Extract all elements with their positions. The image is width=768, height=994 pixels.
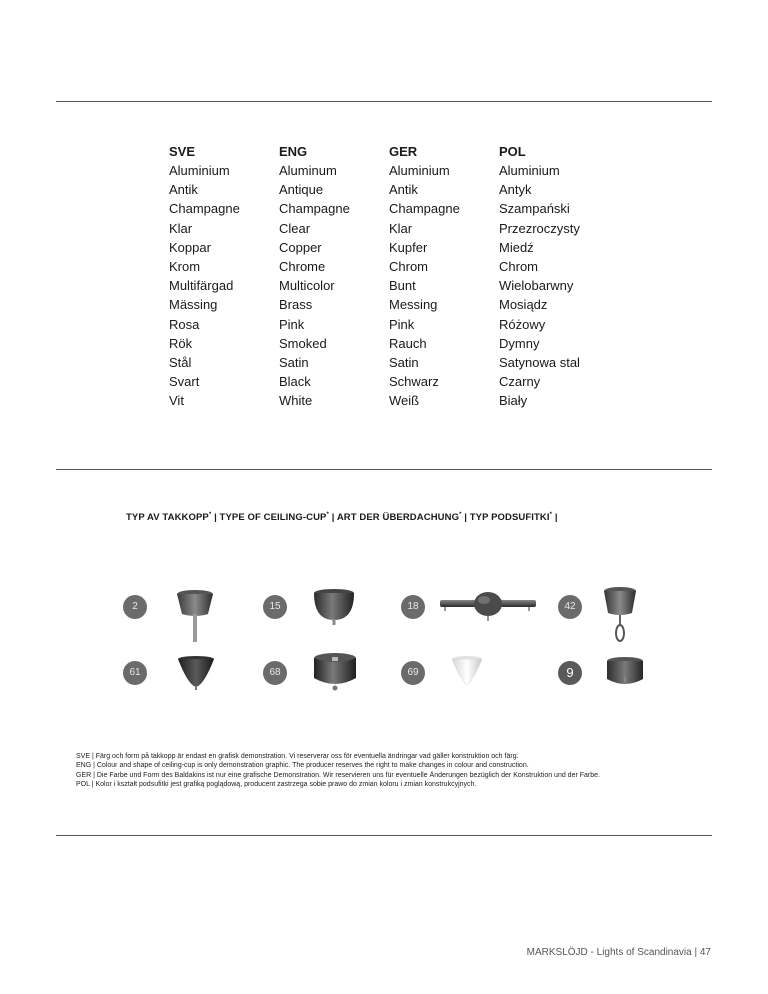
heading-pol: | TYP PODSUFITKI	[464, 512, 550, 524]
note-pol: POL | Kolor i kształt podsufitki jest grafiką poglądową, producent zastrzega sobie prawo do zmian koloru i zmian konstrukcyjnych.	[76, 780, 477, 788]
cup-number-badge: 68	[263, 661, 287, 685]
color-name: Clear	[279, 220, 311, 236]
color-name: Antik	[389, 182, 418, 198]
color-name: Różowy	[499, 316, 546, 332]
cup-number-badge: 15	[263, 595, 287, 619]
ceiling-cup-bar-icon	[440, 590, 536, 624]
cup-number-badge: 18	[401, 595, 425, 619]
asterisk: *	[549, 512, 553, 518]
color-name: Miedź	[499, 239, 534, 255]
column-header: SVE	[169, 144, 196, 159]
ceiling-cup-white-cone-icon	[450, 655, 484, 689]
color-name: Czarny	[499, 374, 541, 390]
column-header: ENG	[279, 144, 308, 159]
color-name: Aluminium	[169, 163, 230, 178]
color-name: Przezroczysty	[499, 220, 580, 236]
column-header: POL	[499, 144, 526, 159]
ceiling-cup-rod-icon	[172, 588, 218, 644]
color-name: Champagne	[389, 201, 460, 217]
color-name: Wielobarwny	[499, 278, 574, 294]
heading-end: |	[554, 512, 558, 524]
color-name: Antik	[169, 182, 198, 198]
page-number: 47	[699, 947, 711, 958]
color-name: Rauch	[389, 335, 427, 351]
heading-eng: | TYPE OF CEILING-CUP	[214, 512, 327, 524]
color-name: Antyk	[499, 182, 532, 198]
color-name: Rosa	[169, 316, 200, 332]
cup-number-badge: 69	[401, 661, 425, 685]
color-name: Satin	[389, 354, 419, 370]
column-ger	[389, 142, 499, 410]
color-name: Vit	[169, 393, 184, 409]
cup-number-badge: 9	[558, 661, 582, 685]
color-name: Bunt	[389, 278, 416, 294]
color-name: Chrome	[279, 258, 326, 274]
column-eng	[279, 142, 389, 410]
note-ger: GER | Die Farbe und Form des Baldakins ist nur eine grafische Demonstration. Wir reservieren uns für eventuelle Änderungen bezüglich der Konstruktion und der Farbe.	[76, 771, 600, 779]
note-sve: SVE | Färg och form på takkopp är endast en grafisk demonstration. Vi reserverar oss för eventuella ändringar vad gäller konstruktion och färg.	[76, 753, 519, 760]
page-footer	[527, 947, 711, 958]
column-pol	[499, 142, 609, 410]
color-name: Pink	[279, 316, 305, 332]
color-name: Klar	[389, 220, 413, 236]
color-name: Svart	[169, 374, 200, 390]
footer-brand: MARKSLÖJD - Lights of Scandinavia	[526, 947, 692, 958]
color-name: Mosiądz	[499, 297, 548, 313]
color-name: Mässing	[169, 297, 218, 313]
color-name: Szampański	[499, 201, 570, 217]
color-name: Chrom	[389, 258, 429, 274]
asterisk: *	[208, 512, 212, 518]
heading-sve: TYP AV TAKKOPP	[126, 512, 209, 524]
color-name: Aluminum	[279, 163, 337, 178]
color-name: Champagne	[279, 201, 350, 217]
ceiling-cup-flat-icon	[605, 655, 645, 691]
color-name: Brass	[279, 297, 313, 313]
divider-bottom	[56, 835, 712, 836]
ceiling-cup-dome-icon	[312, 588, 356, 628]
color-name: Copper	[279, 239, 322, 255]
color-name: Dymny	[499, 335, 540, 351]
ceiling-cup-box-icon	[312, 652, 358, 694]
cup-number-badge: 61	[123, 661, 147, 685]
color-name: Weiß	[389, 393, 420, 409]
color-name: Champagne	[169, 201, 240, 217]
cup-number-badge: 2	[123, 595, 147, 619]
color-name: Smoked	[279, 335, 327, 351]
color-name: Stål	[169, 354, 192, 370]
color-name: Aluminium	[389, 163, 450, 178]
color-name: Pink	[389, 316, 415, 332]
color-name: Kupfer	[389, 239, 428, 255]
color-name: Krom	[169, 258, 201, 274]
disclaimer-notes	[76, 752, 600, 789]
heading-ger: | ART DER ÜBERDACHUNG	[331, 512, 460, 524]
color-name: Multicolor	[279, 278, 335, 294]
ceiling-cup-heading	[126, 512, 558, 523]
color-name: Black	[279, 374, 311, 390]
color-name: Satin	[279, 354, 309, 370]
color-translation-table	[169, 142, 609, 410]
asterisk: *	[326, 512, 329, 518]
cup-number-badge: 42	[558, 595, 582, 619]
divider-middle	[56, 469, 712, 470]
color-name: Messing	[389, 297, 438, 313]
footer-separator: |	[694, 947, 698, 958]
ceiling-cup-cone-icon	[176, 655, 216, 691]
color-name: Antique	[279, 182, 324, 198]
asterisk: *	[459, 512, 462, 518]
color-name: Aluminium	[499, 163, 560, 178]
divider-top	[56, 101, 712, 102]
color-name: Schwarz	[389, 374, 439, 390]
color-name: Chrom	[499, 258, 539, 274]
column-sve	[169, 142, 279, 410]
column-header: GER	[389, 144, 418, 159]
note-eng: ENG | Colour and shape of ceiling-cup is only demonstration graphic. The producer reserves the right to make changes in colour and construction.	[76, 762, 529, 770]
color-name: Satynowa stal	[499, 354, 580, 370]
color-name: White	[279, 393, 313, 409]
color-name: Multifärgad	[169, 278, 234, 294]
color-name: Biały	[499, 393, 528, 409]
color-name: Koppar	[169, 239, 211, 255]
color-name: Klar	[169, 220, 193, 236]
color-name: Rök	[169, 335, 193, 351]
ceiling-cup-hook-icon	[600, 585, 640, 643]
